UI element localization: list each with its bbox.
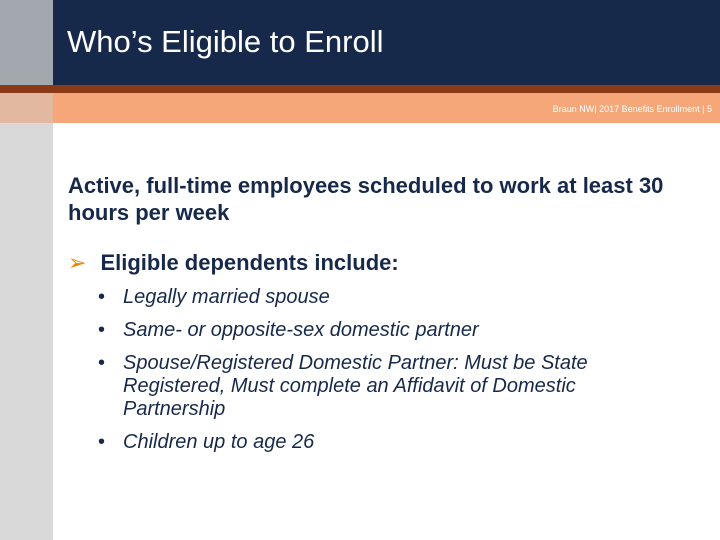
list-item bbox=[98, 319, 658, 342]
accent-stripe-dark bbox=[0, 85, 720, 93]
slide-content bbox=[68, 172, 698, 453]
list-item-text: Children up to age 26 bbox=[123, 431, 315, 453]
bullet-icon: • bbox=[98, 286, 106, 308]
dependents-heading bbox=[68, 250, 399, 276]
list-item-text: Legally married spouse bbox=[123, 286, 330, 308]
slide-footer: Braun NW| 2017 Benefits Enrollment | 5 bbox=[552, 104, 712, 114]
bullet-icon: • bbox=[98, 431, 106, 453]
title-bar-left-edge bbox=[0, 0, 53, 85]
dependents-heading-text: Eligible dependents include: bbox=[100, 250, 399, 275]
list-item bbox=[98, 286, 658, 309]
slide-title: Who’s Eligible to Enroll bbox=[67, 24, 384, 59]
bullet-icon: • bbox=[98, 352, 106, 374]
list-item bbox=[98, 431, 658, 454]
list-item-text: Spouse/Registered Domestic Partner: Must be State Registered, Must complete an Affidavit of Domestic Partnership bbox=[123, 352, 588, 420]
list-item bbox=[98, 352, 658, 421]
dependents-list bbox=[98, 286, 658, 464]
lead-statement: Active, full-time employees scheduled to work at least 30 hours per week bbox=[68, 173, 664, 225]
accent-stripe-left bbox=[0, 93, 53, 123]
bullet-icon: • bbox=[98, 319, 106, 341]
arrow-bullet-icon: ➢ bbox=[68, 250, 87, 275]
list-item-text: Same- or opposite-sex domestic partner bbox=[123, 319, 479, 341]
